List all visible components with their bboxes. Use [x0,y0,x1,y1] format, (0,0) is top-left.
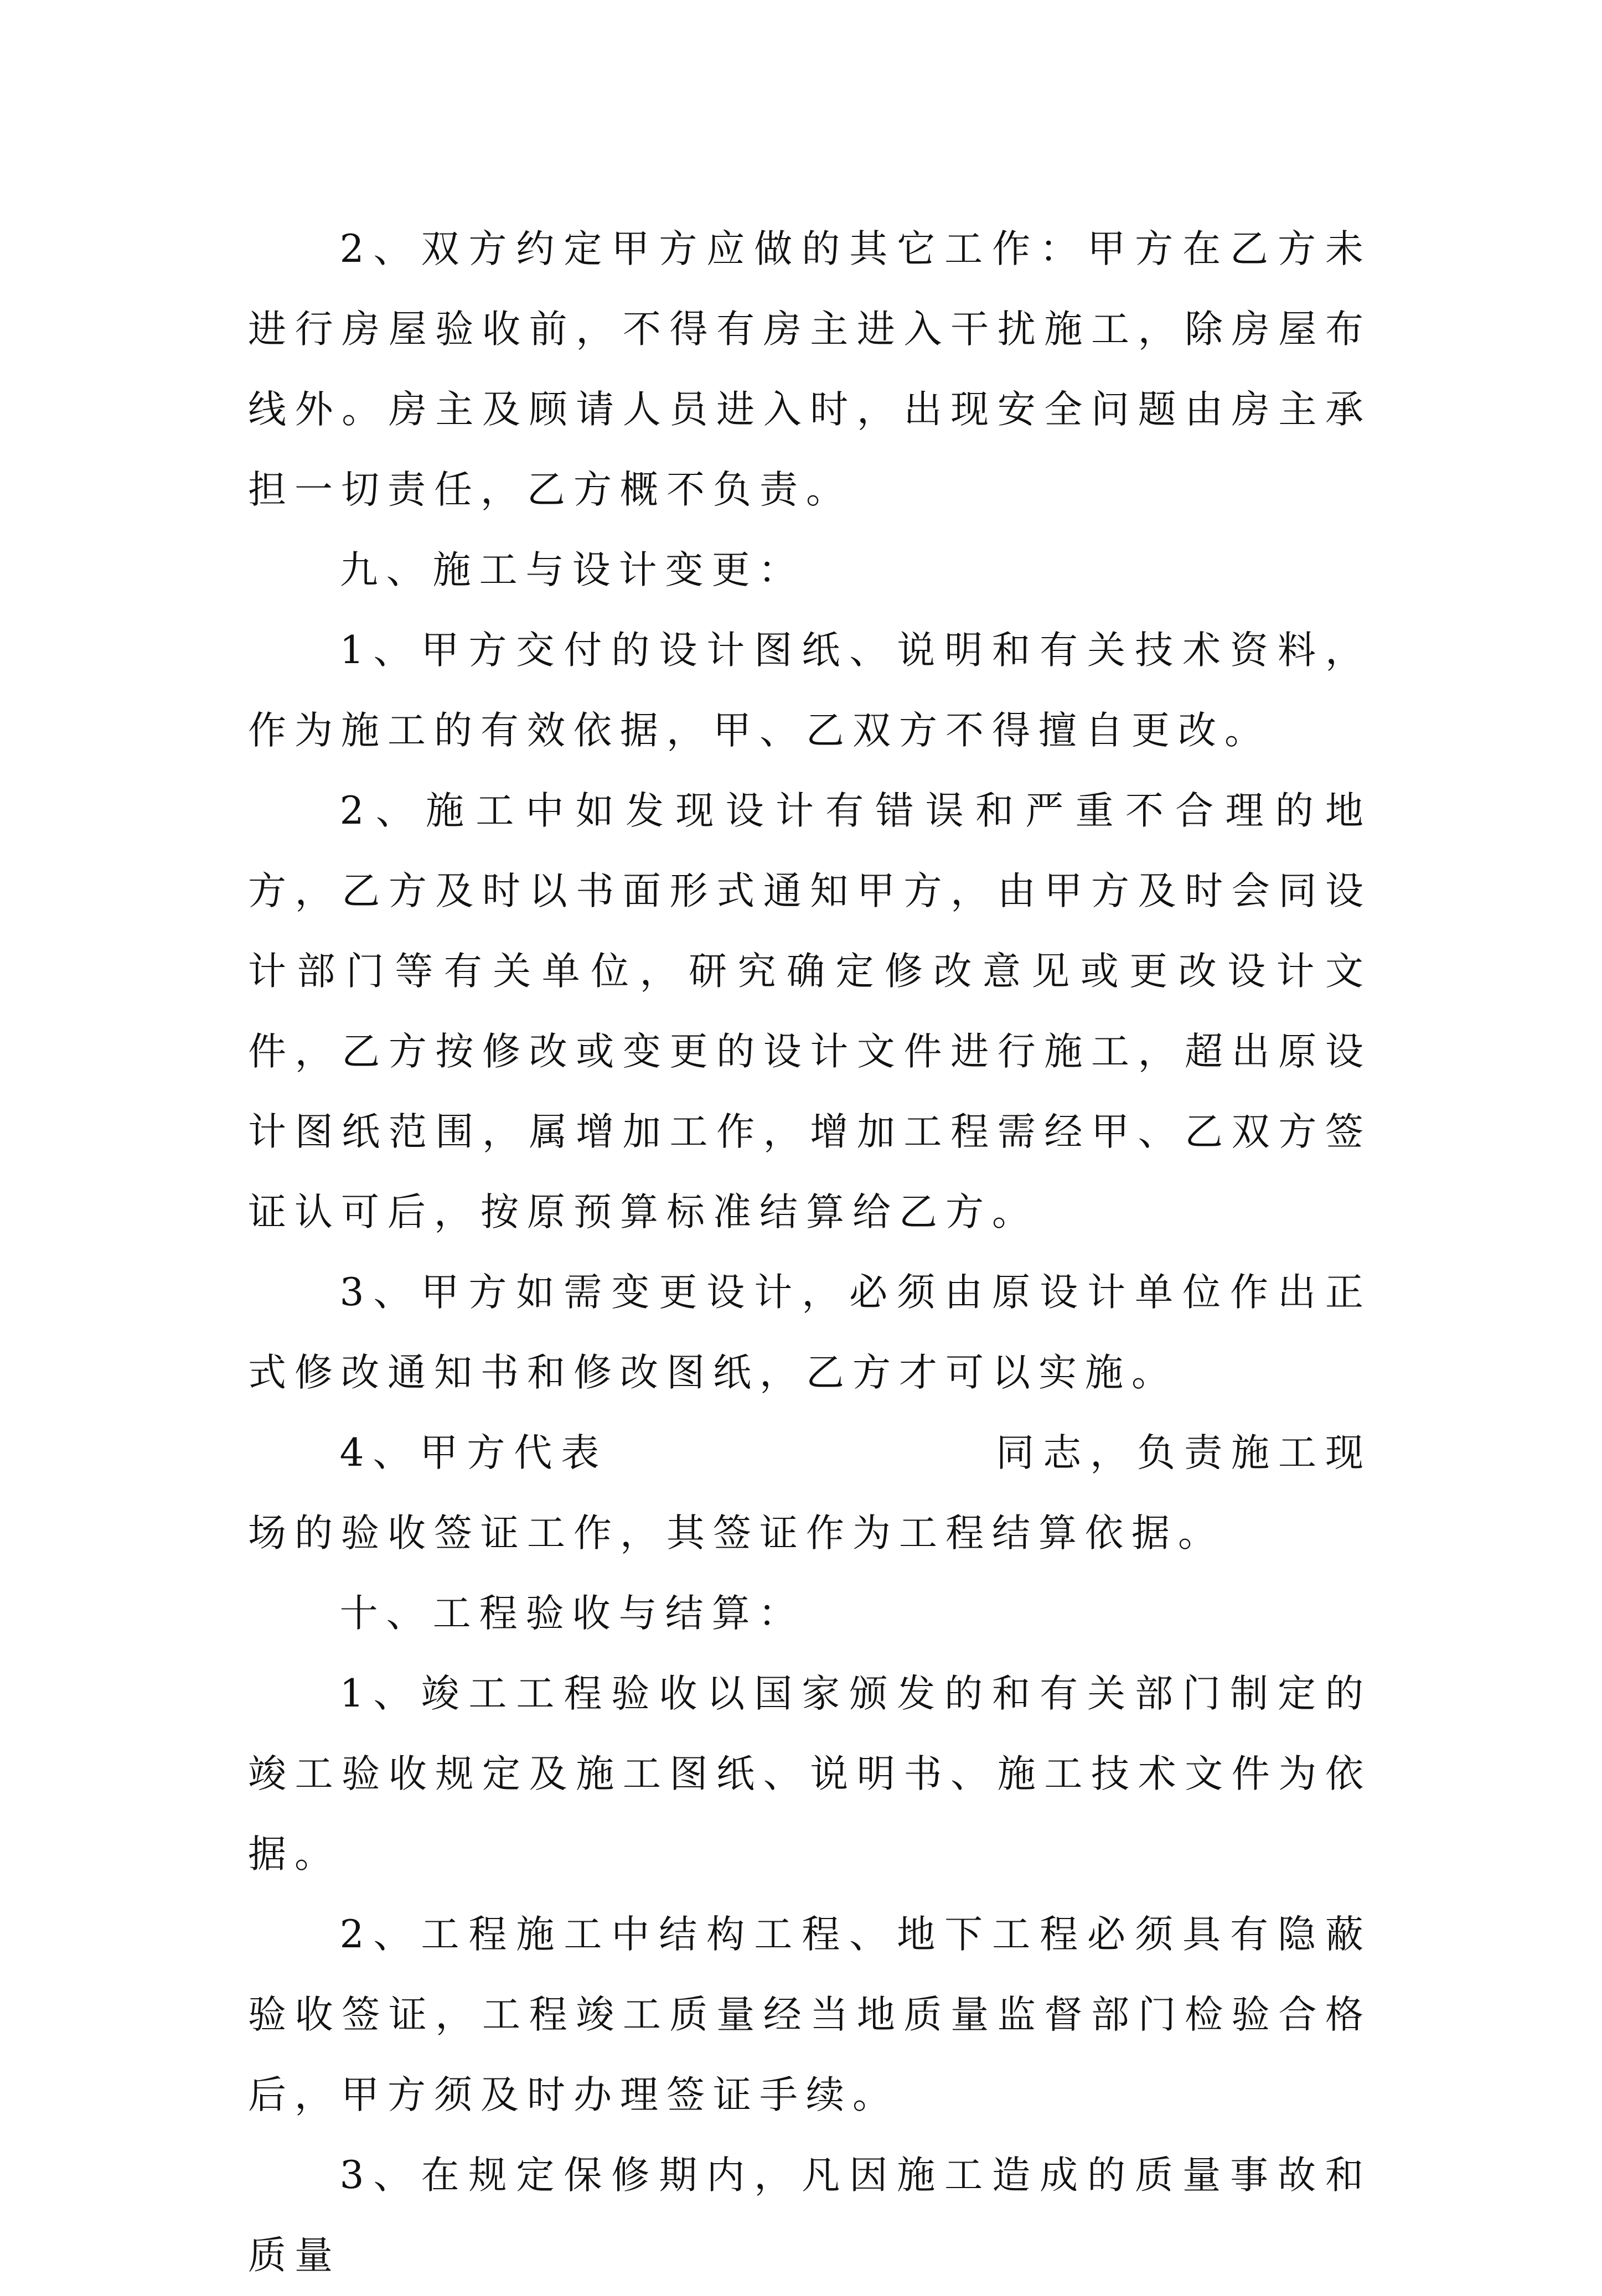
document-body [248,209,1372,2296]
section-heading-acceptance-settlement: 十、工程验收与结算： [339,1591,805,1636]
paragraph-design-drawings: 1、甲方交付的设计图纸、说明和有关技术资料，作为施工的有效依据，甲、乙双方不得擅自更改。 [248,628,1372,753]
owner-representative-duty: 同志，负责施工现场的验收签证工作，其签证作为工程结算依据。 [248,1431,1372,1555]
paragraph-design-errors: 2、施工中如发现设计有错误和严重不合理的地方，乙方及时以书面形式通知甲方，由甲方及时会同设计部门等有关单位，研究确定修改意见或更改设计文件，乙方按修改或变更的设计文件进行施工，超出原设计图纸范围，属增加工作，增加工程需经甲、乙双方签证认可后，按原预算标准结算给乙方。 [248,789,1372,1234]
paragraph-design-change-by-owner: 3、甲方如需变更设计，必须由原设计单位作出正式修改通知书和修改图纸，乙方才可以实施。 [248,1270,1372,1395]
section-heading-construction-design-change: 九、施工与设计变更： [339,548,805,592]
owner-representative-label: 4、甲方代表 [339,1431,608,1475]
paragraph-hidden-works-acceptance: 2、工程施工中结构工程、地下工程必须具有隐蔽验收签证，工程竣工质量经当地质量监督部门检验合格后，甲方须及时办理签证手续。 [248,1912,1372,2117]
paragraph-acceptance-basis: 1、竣工工程验收以国家颁发的和有关部门制定的竣工验收规定及施工图纸、说明书、施工技术文件为依据。 [248,1672,1372,1876]
paragraph-owner-representative [248,1413,1372,1574]
representative-name-blank [608,1465,995,1466]
paragraph-owner-duties: 2、双方约定甲方应做的其它工作：甲方在乙方未进行房屋验收前，不得有房主进入干扰施工，除房屋布线外。房主及顾请人员进入时，出现安全问题由房主承担一切责任，乙方概不负责。 [248,227,1372,512]
paragraph-warranty-period: 3、在规定保修期内，凡因施工造成的质量事故和质量 [248,2153,1372,2278]
